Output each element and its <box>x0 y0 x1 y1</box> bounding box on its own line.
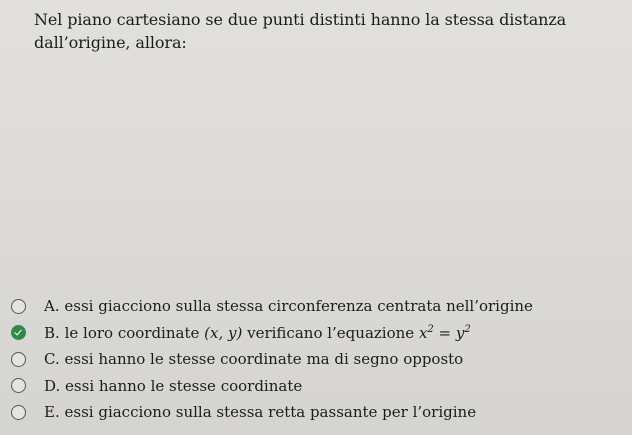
radio-button-e[interactable] <box>11 405 26 420</box>
option-b-text: B. le loro coordinate (x, y) verificano l’equazione $x^2 = y^2$ <box>44 323 471 342</box>
option-e-text: E. essi giacciono sulla stessa retta passante per l’origine <box>44 403 477 422</box>
equation: $x^2 = y^2$ <box>418 323 471 342</box>
radio-button-c[interactable] <box>11 352 26 367</box>
radio-button-a[interactable] <box>11 299 26 314</box>
answer-options <box>11 293 621 426</box>
option-a[interactable] <box>11 293 621 320</box>
radio-button-d[interactable] <box>11 378 26 393</box>
option-c[interactable] <box>11 346 621 373</box>
option-b[interactable] <box>11 320 621 347</box>
option-a-text: A. essi giacciono sulla stessa circonferenza centrata nell’origine <box>44 297 533 316</box>
coordinate-pair: (x, y) <box>204 323 243 342</box>
option-d[interactable] <box>11 373 621 400</box>
option-e[interactable] <box>11 399 621 426</box>
option-c-text: C. essi hanno le stesse coordinate ma di segno opposto <box>44 350 464 369</box>
checked-radio-icon[interactable] <box>11 325 26 340</box>
question-text: Nel piano cartesiano se due punti distinti hanno la stessa distanza dall’origine, allora: <box>34 10 567 52</box>
option-d-text: D. essi hanno le stesse coordinate <box>44 376 303 395</box>
